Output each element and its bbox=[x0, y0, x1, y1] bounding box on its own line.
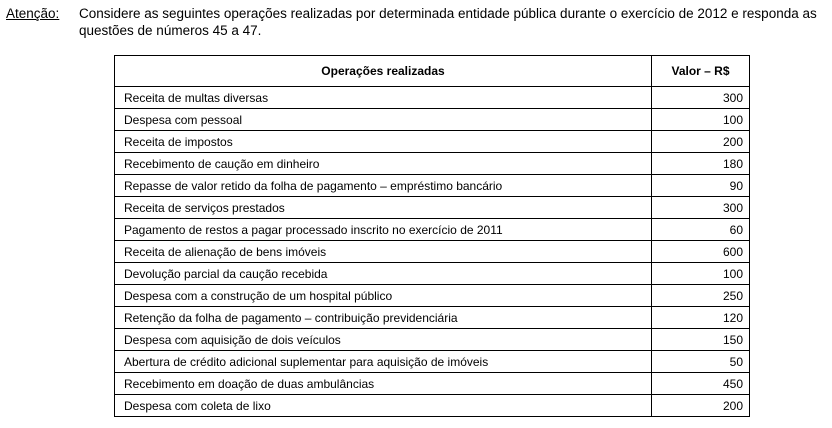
value-cell: 180 bbox=[652, 153, 750, 175]
header-value: Valor – R$ bbox=[652, 56, 750, 87]
operation-cell: Abertura de crédito adicional suplementar para aquisição de imóveis bbox=[115, 351, 652, 373]
value-cell: 450 bbox=[652, 373, 750, 395]
table-row bbox=[115, 351, 750, 373]
table-header-row bbox=[115, 56, 750, 87]
value-cell: 300 bbox=[652, 87, 750, 109]
value-cell: 600 bbox=[652, 241, 750, 263]
table-row bbox=[115, 373, 750, 395]
table-row bbox=[115, 109, 750, 131]
operation-cell: Devolução parcial da caução recebida bbox=[115, 263, 652, 285]
table-row bbox=[115, 263, 750, 285]
table-row bbox=[115, 329, 750, 351]
operation-cell: Recebimento de caução em dinheiro bbox=[115, 153, 652, 175]
operation-cell: Despesa com coleta de lixo bbox=[115, 395, 652, 417]
value-cell: 200 bbox=[652, 395, 750, 417]
value-cell: 200 bbox=[652, 131, 750, 153]
operation-cell: Receita de alienação de bens imóveis bbox=[115, 241, 652, 263]
table-row bbox=[115, 241, 750, 263]
operation-cell: Receita de impostos bbox=[115, 131, 652, 153]
operation-cell: Despesa com pessoal bbox=[115, 109, 652, 131]
value-cell: 90 bbox=[652, 175, 750, 197]
table-row bbox=[115, 219, 750, 241]
value-cell: 100 bbox=[652, 109, 750, 131]
header-operations: Operações realizadas bbox=[115, 56, 652, 87]
value-cell: 300 bbox=[652, 197, 750, 219]
operation-cell: Recebimento em doação de duas ambulâncias bbox=[115, 373, 652, 395]
operation-cell: Despesa com a construção de um hospital público bbox=[115, 285, 652, 307]
table-row bbox=[115, 131, 750, 153]
table-row bbox=[115, 175, 750, 197]
value-cell: 250 bbox=[652, 285, 750, 307]
operation-cell: Receita de multas diversas bbox=[115, 87, 652, 109]
table-row bbox=[115, 153, 750, 175]
operation-cell: Despesa com aquisição de dois veículos bbox=[115, 329, 652, 351]
operation-cell: Repasse de valor retido da folha de pagamento – empréstimo bancário bbox=[115, 175, 652, 197]
operations-table bbox=[114, 55, 750, 417]
table-body bbox=[115, 87, 750, 417]
table-row bbox=[115, 285, 750, 307]
operation-cell: Receita de serviços prestados bbox=[115, 197, 652, 219]
value-cell: 120 bbox=[652, 307, 750, 329]
operation-cell: Retenção da folha de pagamento – contribuição previdenciária bbox=[115, 307, 652, 329]
attention-label: Atenção: bbox=[6, 6, 60, 21]
value-cell: 100 bbox=[652, 263, 750, 285]
value-cell: 60 bbox=[652, 219, 750, 241]
value-cell: 150 bbox=[652, 329, 750, 351]
value-cell: 50 bbox=[652, 351, 750, 373]
operation-cell: Pagamento de restos a pagar processado inscrito no exercício de 2011 bbox=[115, 219, 652, 241]
table-row bbox=[115, 87, 750, 109]
intro-text: Considere as seguintes operações realizadas por determinada entidade pública durante o exercício de 2012 e responda as questões de números 45 a 47. bbox=[79, 6, 817, 38]
table-row bbox=[115, 395, 750, 417]
table-row bbox=[115, 197, 750, 219]
table-row bbox=[115, 307, 750, 329]
